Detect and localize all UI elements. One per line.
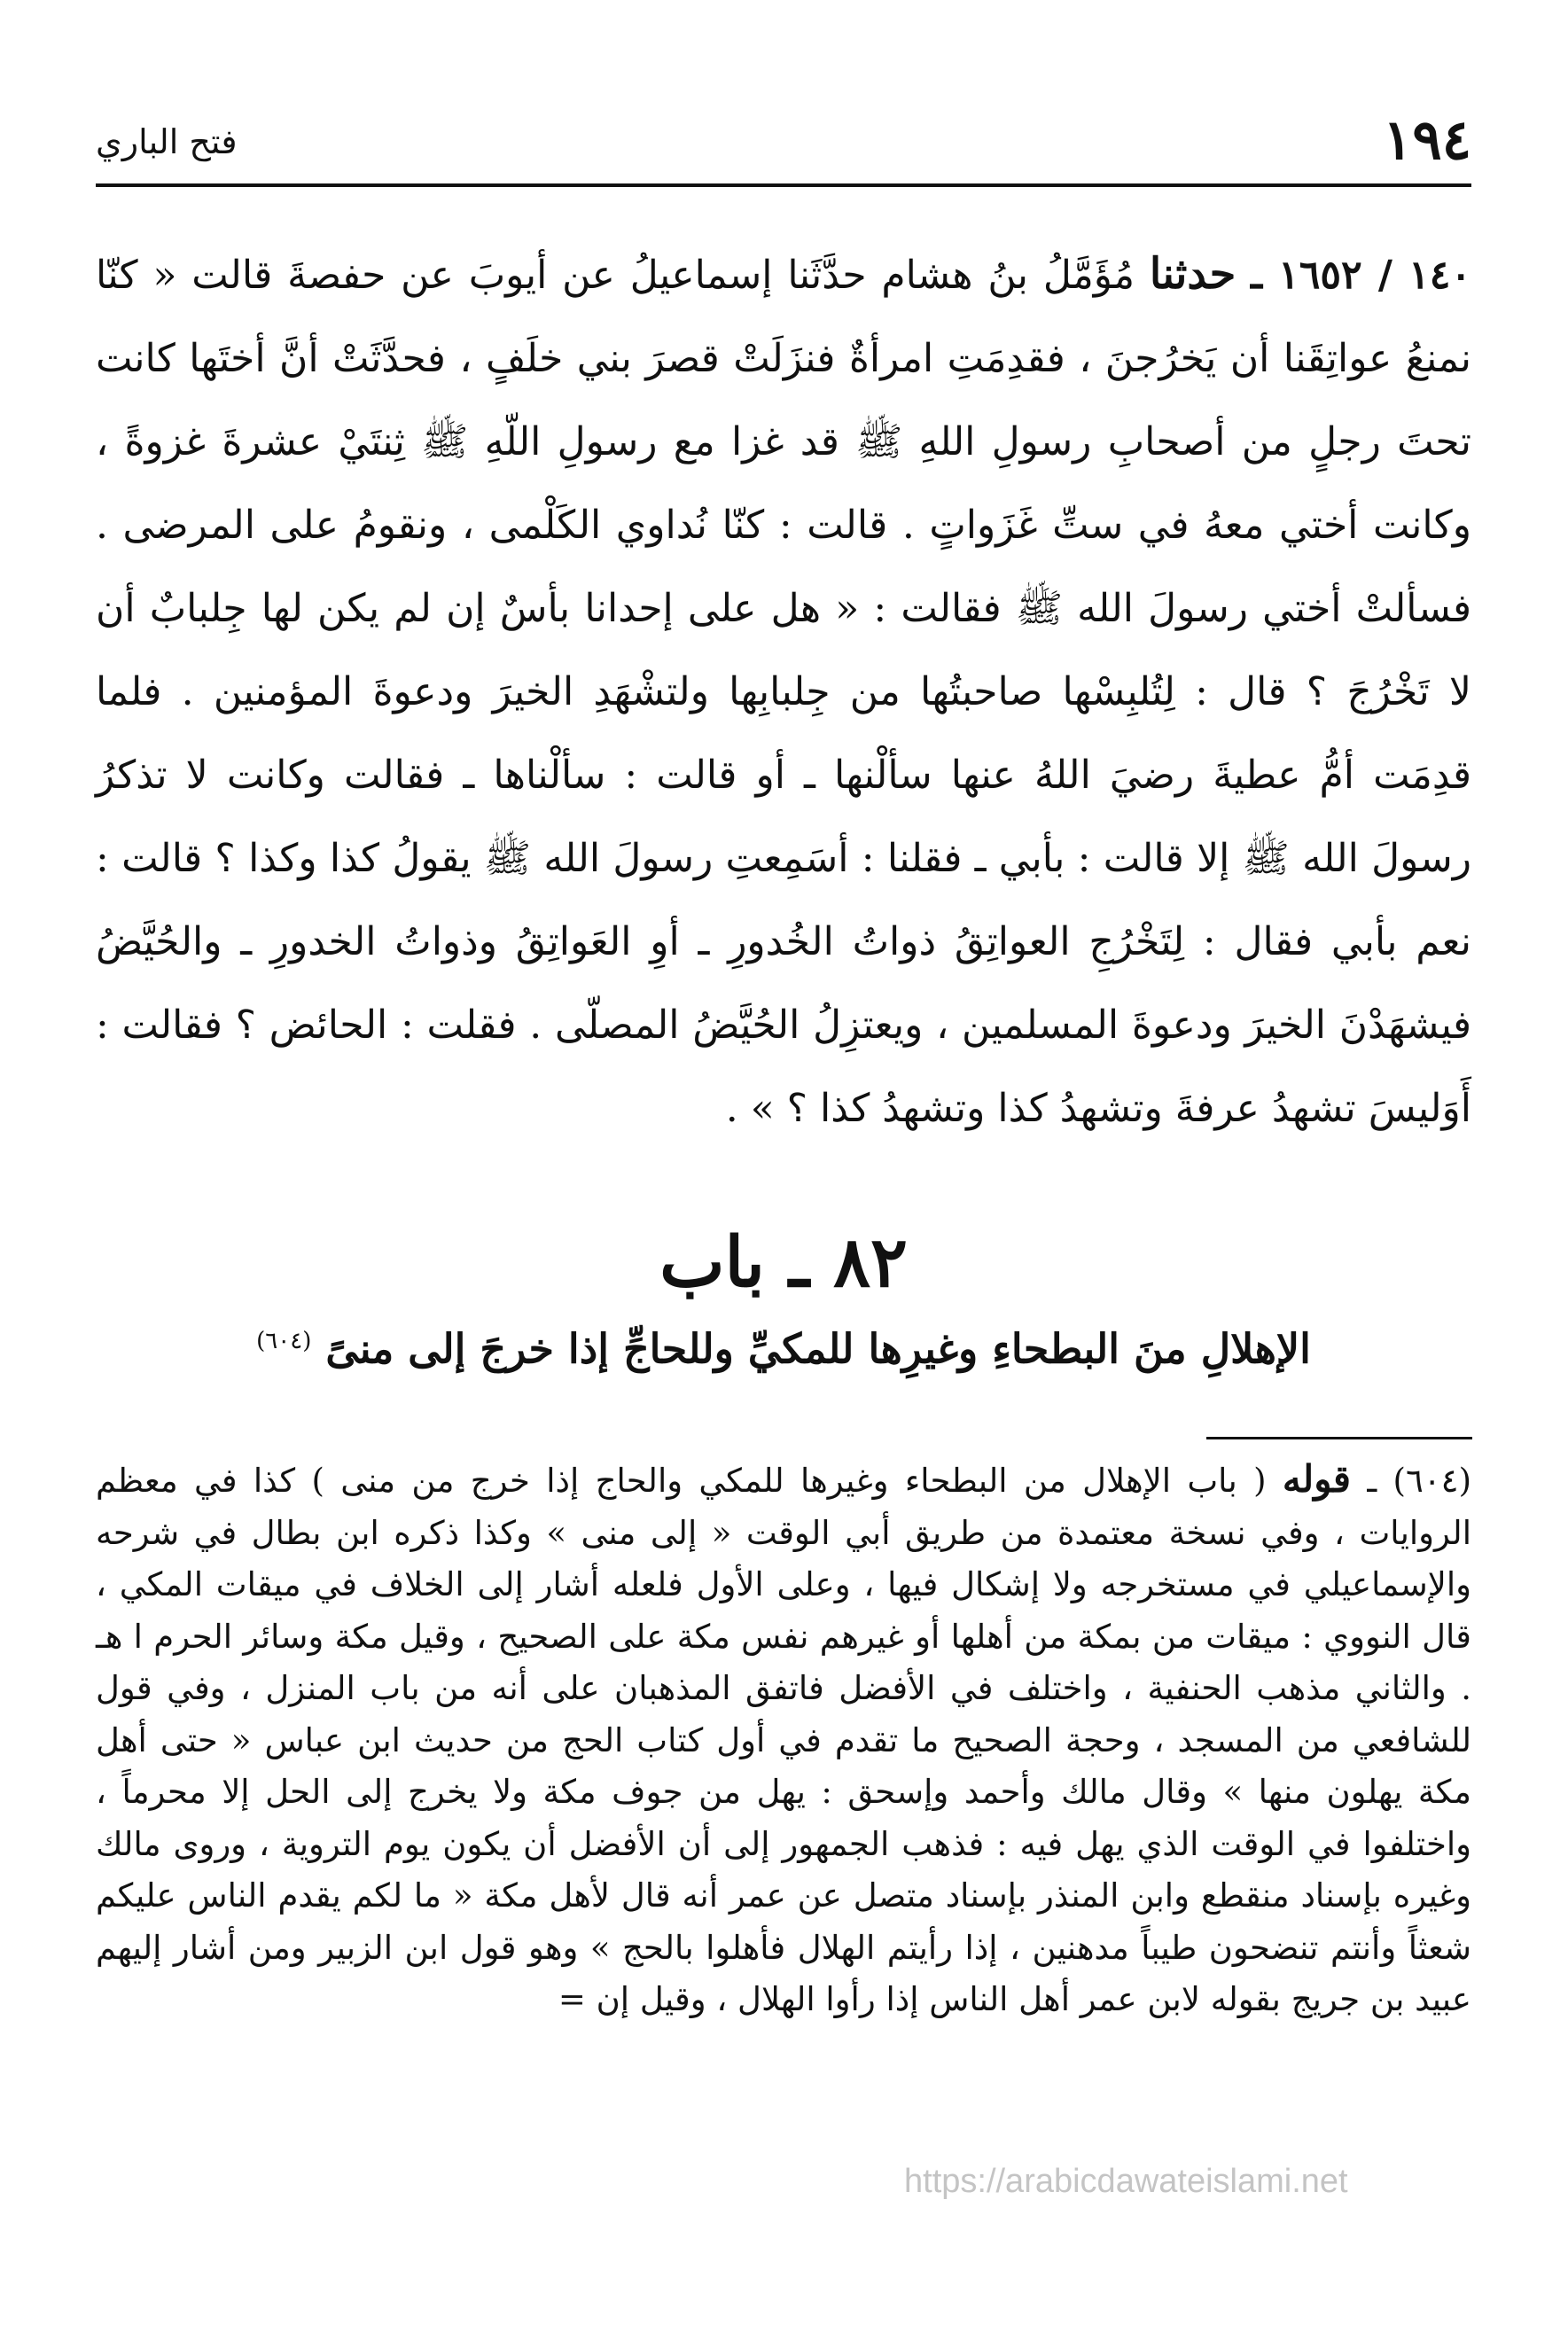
footnote-lead-word: قوله	[1282, 1457, 1351, 1501]
footnote-divider	[1206, 1437, 1472, 1439]
hadith-lead-word: حدثنا	[1149, 249, 1236, 299]
footnote-body: ( باب الإهلال من البطحاء وغيرها للمكي والحاج إذا خرج من منى ) كذا في معظم الروايات ، وفي نسخة معتمدة من طريق أبي الوقت « إلى منى » وكذا ذكره ابن بطال في شرحه والإسماعيلي في مستخرجه ولا إشكال فيها ، وعلى الأول فلعله أشار إلى الخلاف في ميقات المكي ، قال النووي : ميقات من بمكة من أهلها أو غيرهم نفس مكة على الصحيح ، وقيل مكة وسائر الحرم ا هـ . والثاني مذهب الحنفية ، واختلف في الأفضل فاتفق المذهبان على أنه من باب المنزل ، وفي قول للشافعي من المسجد ، وحجة الصحيح ما تقدم في أول كتاب الحج من حديث ابن عباس « حتى أهل مكة يهلون منها » وقال مالك وأحمد وإسحق : يهل من جوف مكة ولا يخرج إلى الحل إلا محرماً ، واختلفوا في الوقت الذي يهل فيه : فذهب الجمهور إلى أن الأفضل أن يكون يوم التروية ، وروى مالك وغيره بإسناد منقطع وابن المنذر بإسناد متصل عن عمر أنه قال لأهل مكة « ما لكم يقدم الناس عليكم شعثاً وأنتم تنضحون طيباً مدهنين ، إذا رأيتم الهلال فأهلوا بالحج » وهو قول ابن الزبير ومن أشار إليهم عبيد بن جريج بقوله لابن عمر أهل الناس إذا رأوا الهلال ، وقيل إن =	[96, 1462, 1471, 2018]
footnote-number: (٦٠٤) ـ	[1367, 1462, 1471, 1500]
chapter-subtitle-text: الإهلالِ منَ البطحاءِ وغيرِها للمكيِّ وللحاجِّ إذا خرجَ إلى منىً	[325, 1324, 1311, 1373]
running-title: فتح الباري	[96, 122, 238, 161]
hadith-text	[96, 232, 1471, 1151]
footnote-reference: (٦٠٤)	[256, 1328, 312, 1354]
hadith-number: ١٤٠ / ١٦٥٢ ـ	[1251, 253, 1471, 298]
page-header	[96, 105, 1471, 184]
site-watermark: https://arabicdawateislami.net	[904, 2163, 1348, 2200]
footnote-commentary	[96, 1454, 1471, 2026]
chapter-heading: ٨٢ ـ باب	[659, 1222, 908, 1303]
hadith-body: مُؤَمَّلُ بنُ هشام حدَّثَنا إسماعيلُ عن أيوبَ عن حفصةَ قالت « كنّا نمنعُ عواتِقَنا أن يَخرُجنَ ، فقدِمَتِ امرأةٌ فنزَلَتْ قصرَ بني خلَفٍ ، فحدَّثَتْ أنَّ أختَها كانت تحتَ رجلٍ من أصحابِ رسولِ اللهِ ﷺ قد غزا مع رسولِ اللّهِ ﷺ ثِنتَيْ عشرةَ غزوةً ، وكانت أختي معهُ في ستِّ غَزَواتٍ . قالت : كنّا نُداوي الكَلْمى ، ونقومُ على المرضى . فسألتْ أختي رسولَ الله ﷺ فقالت : « هل على إحدانا بأسٌ إن لم يكن لها جِلبابٌ أن لا تَخْرُجَ ؟ قال : لِتُلبِسْها صاحبتُها من جِلبابِها ولتشْهَدِ الخيرَ ودعوةَ المؤمنين . فلما قدِمَت أمُّ عطيةَ رضيَ اللهُ عنها سألْنها ـ أو قالت : سألْناها ـ فقالت وكانت لا تذكرُ رسولَ الله ﷺ إلا قالت : بأبي ـ فقلنا : أسَمِعتِ رسولَ الله ﷺ يقولُ كذا وكذا ؟ قالت : نعم بأبي فقال : لِتَخْرُجِ العواتِقُ ذواتُ الخُدورِ ـ أوِ العَواتِقُ وذواتُ الخدورِ ـ والحُيَّضُ فيشهَدْنَ الخيرَ ودعوةَ المسلمين ، ويعتزِلُ الحُيَّضُ المصلّى . فقلت : الحائض ؟ فقالت : أَوَليسَ تشهدُ عرفةَ وتشهدُ كذا وتشهدُ كذا ؟ » .	[96, 253, 1471, 1131]
chapter-subtitle	[96, 1310, 1471, 1379]
page-number: ١٩٤	[1383, 107, 1471, 172]
header-rule	[96, 183, 1471, 187]
